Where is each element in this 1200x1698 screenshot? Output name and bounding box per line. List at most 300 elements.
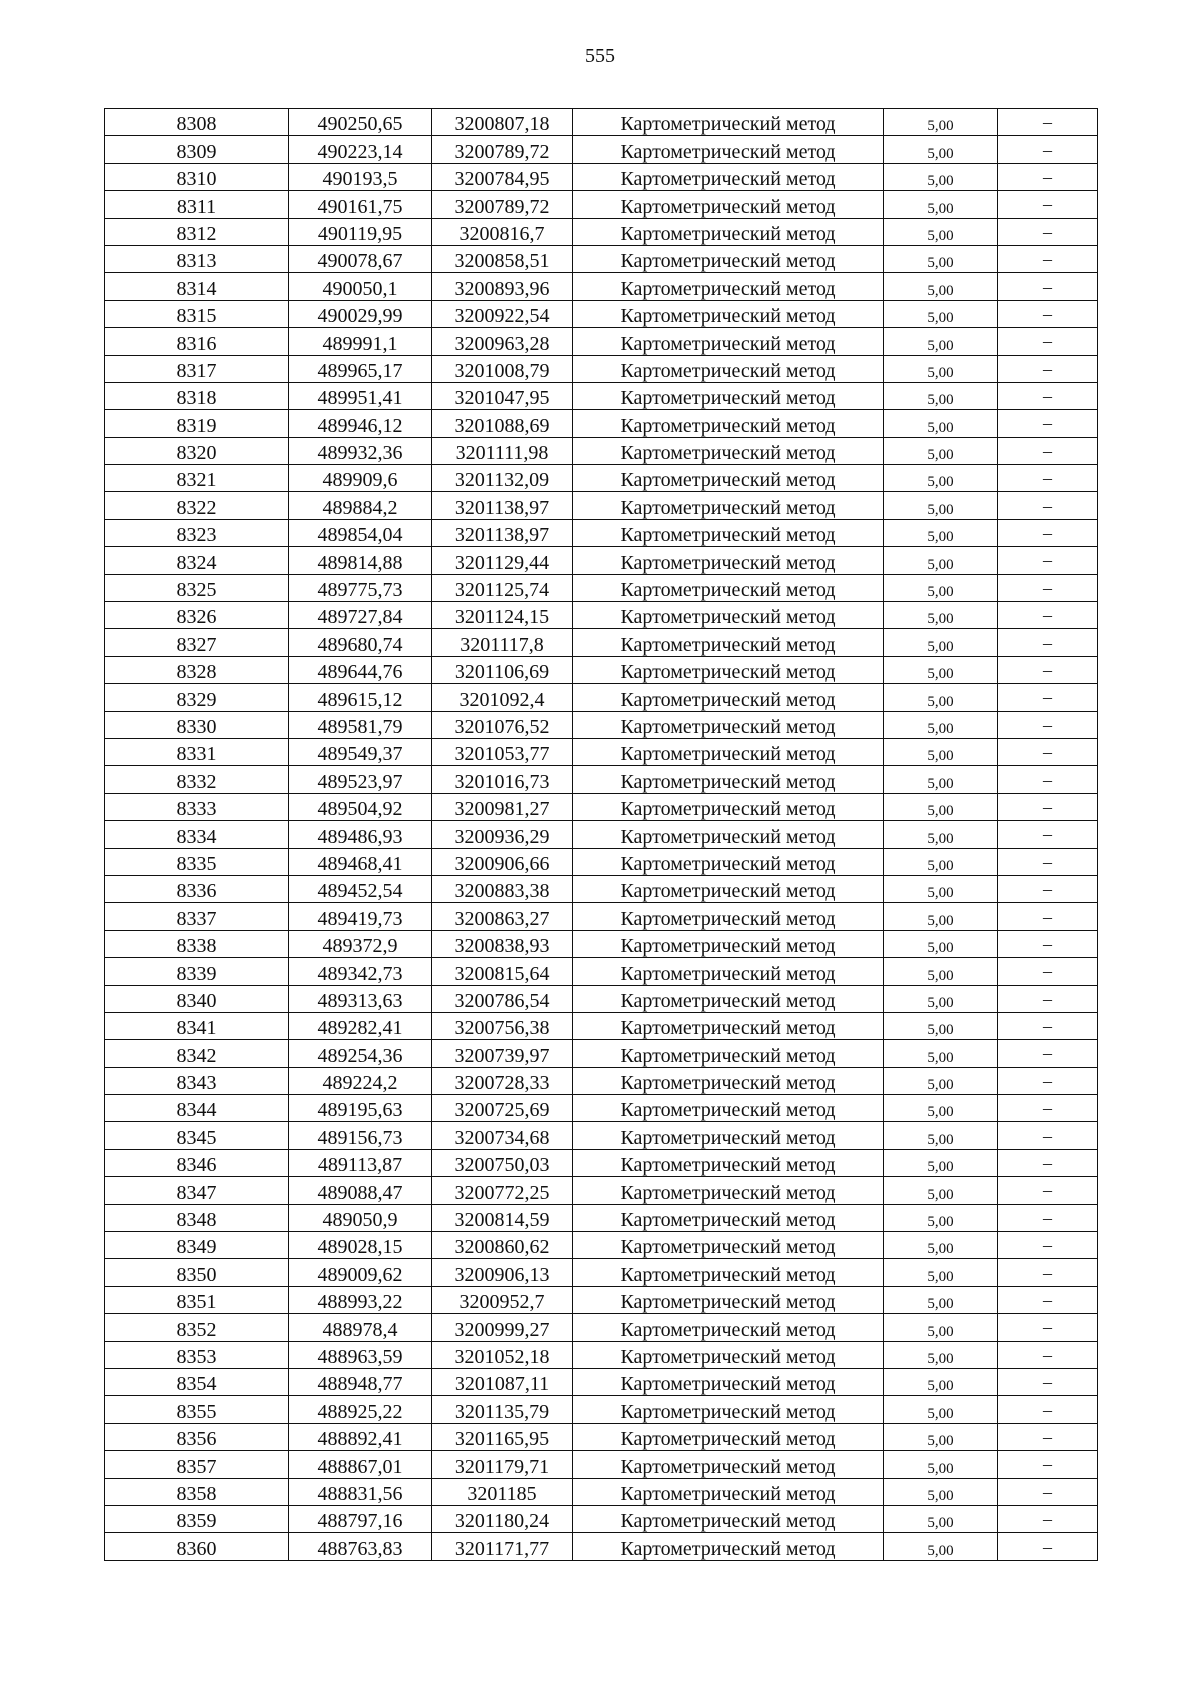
y-coordinate-cell: 3201092,4 [432, 684, 573, 711]
x-coordinate-cell: 489372,9 [289, 930, 432, 957]
table-row [105, 711, 1098, 738]
note-cell: – [998, 1259, 1098, 1286]
table-row [105, 300, 1098, 327]
accuracy-cell: 5,00 [884, 903, 998, 930]
note-cell: – [998, 519, 1098, 546]
accuracy-cell: 5,00 [884, 1396, 998, 1423]
note-cell: – [998, 136, 1098, 163]
point-number-cell: 8346 [105, 1149, 289, 1176]
y-coordinate-cell: 3200739,97 [432, 1040, 573, 1067]
y-coordinate-cell: 3201106,69 [432, 656, 573, 683]
table-row [105, 793, 1098, 820]
point-number-cell: 8345 [105, 1122, 289, 1149]
accuracy-cell: 5,00 [884, 1012, 998, 1039]
x-coordinate-cell: 489644,76 [289, 656, 432, 683]
x-coordinate-cell: 490250,65 [289, 109, 432, 136]
note-cell: – [998, 1122, 1098, 1149]
note-cell: – [998, 273, 1098, 300]
method-cell: Картометрический метод [573, 109, 884, 136]
point-number-cell: 8340 [105, 985, 289, 1012]
method-cell: Картометрический метод [573, 492, 884, 519]
table-row [105, 903, 1098, 930]
table-row [105, 218, 1098, 245]
y-coordinate-cell: 3200728,33 [432, 1067, 573, 1094]
note-cell: – [998, 711, 1098, 738]
x-coordinate-cell: 489009,62 [289, 1259, 432, 1286]
accuracy-cell: 5,00 [884, 218, 998, 245]
point-number-cell: 8337 [105, 903, 289, 930]
accuracy-cell: 5,00 [884, 1177, 998, 1204]
method-cell: Картометрический метод [573, 848, 884, 875]
page-number: 555 [585, 45, 615, 67]
table-row [105, 163, 1098, 190]
x-coordinate-cell: 489050,9 [289, 1204, 432, 1231]
method-cell: Картометрический метод [573, 1533, 884, 1560]
point-number-cell: 8316 [105, 328, 289, 355]
table-row [105, 1204, 1098, 1231]
point-number-cell: 8308 [105, 109, 289, 136]
y-coordinate-cell: 3200858,51 [432, 245, 573, 272]
method-cell: Картометрический метод [573, 1259, 884, 1286]
note-cell: – [998, 163, 1098, 190]
point-number-cell: 8314 [105, 273, 289, 300]
y-coordinate-cell: 3200838,93 [432, 930, 573, 957]
method-cell: Картометрический метод [573, 300, 884, 327]
y-coordinate-cell: 3200814,59 [432, 1204, 573, 1231]
table-row [105, 410, 1098, 437]
note-cell: – [998, 1177, 1098, 1204]
method-cell: Картометрический метод [573, 766, 884, 793]
accuracy-cell: 5,00 [884, 1122, 998, 1149]
note-cell: – [998, 821, 1098, 848]
note-cell: – [998, 766, 1098, 793]
method-cell: Картометрический метод [573, 711, 884, 738]
accuracy-cell: 5,00 [884, 1423, 998, 1450]
point-number-cell: 8356 [105, 1423, 289, 1450]
accuracy-cell: 5,00 [884, 574, 998, 601]
accuracy-cell: 5,00 [884, 1451, 998, 1478]
accuracy-cell: 5,00 [884, 1259, 998, 1286]
method-cell: Картометрический метод [573, 273, 884, 300]
y-coordinate-cell: 3200807,18 [432, 109, 573, 136]
point-number-cell: 8333 [105, 793, 289, 820]
y-coordinate-cell: 3200922,54 [432, 300, 573, 327]
method-cell: Картометрический метод [573, 574, 884, 601]
y-coordinate-cell: 3201117,8 [432, 629, 573, 656]
y-coordinate-cell: 3201129,44 [432, 547, 573, 574]
x-coordinate-cell: 488925,22 [289, 1396, 432, 1423]
y-coordinate-cell: 3200789,72 [432, 136, 573, 163]
table-row [105, 766, 1098, 793]
method-cell: Картометрический метод [573, 328, 884, 355]
y-coordinate-cell: 3200883,38 [432, 875, 573, 902]
point-number-cell: 8343 [105, 1067, 289, 1094]
point-number-cell: 8323 [105, 519, 289, 546]
point-number-cell: 8350 [105, 1259, 289, 1286]
method-cell: Картометрический метод [573, 629, 884, 656]
note-cell: – [998, 410, 1098, 437]
table-row [105, 465, 1098, 492]
table-row [105, 1478, 1098, 1505]
x-coordinate-cell: 489775,73 [289, 574, 432, 601]
x-coordinate-cell: 489088,47 [289, 1177, 432, 1204]
point-number-cell: 8325 [105, 574, 289, 601]
x-coordinate-cell: 488867,01 [289, 1451, 432, 1478]
y-coordinate-cell: 3201171,77 [432, 1533, 573, 1560]
note-cell: – [998, 1505, 1098, 1532]
accuracy-cell: 5,00 [884, 109, 998, 136]
x-coordinate-cell: 489523,97 [289, 766, 432, 793]
note-cell: – [998, 574, 1098, 601]
point-number-cell: 8353 [105, 1341, 289, 1368]
table-row [105, 1067, 1098, 1094]
table-row [105, 1505, 1098, 1532]
accuracy-cell: 5,00 [884, 738, 998, 765]
point-number-cell: 8313 [105, 245, 289, 272]
y-coordinate-cell: 3200906,13 [432, 1259, 573, 1286]
table-row [105, 1012, 1098, 1039]
x-coordinate-cell: 489680,74 [289, 629, 432, 656]
note-cell: – [998, 1451, 1098, 1478]
y-coordinate-cell: 3200952,7 [432, 1286, 573, 1313]
accuracy-cell: 5,00 [884, 985, 998, 1012]
table-row [105, 519, 1098, 546]
accuracy-cell: 5,00 [884, 273, 998, 300]
y-coordinate-cell: 3200756,38 [432, 1012, 573, 1039]
y-coordinate-cell: 3200750,03 [432, 1149, 573, 1176]
note-cell: – [998, 1533, 1098, 1560]
note-cell: – [998, 985, 1098, 1012]
accuracy-cell: 5,00 [884, 875, 998, 902]
accuracy-cell: 5,00 [884, 684, 998, 711]
accuracy-cell: 5,00 [884, 1341, 998, 1368]
accuracy-cell: 5,00 [884, 766, 998, 793]
note-cell: – [998, 300, 1098, 327]
table-row [105, 273, 1098, 300]
note-cell: – [998, 958, 1098, 985]
method-cell: Картометрический метод [573, 958, 884, 985]
y-coordinate-cell: 3200784,95 [432, 163, 573, 190]
y-coordinate-cell: 3200981,27 [432, 793, 573, 820]
table-row [105, 1177, 1098, 1204]
x-coordinate-cell: 489946,12 [289, 410, 432, 437]
table-row [105, 136, 1098, 163]
x-coordinate-cell: 489991,1 [289, 328, 432, 355]
method-cell: Картометрический метод [573, 519, 884, 546]
accuracy-cell: 5,00 [884, 930, 998, 957]
point-number-cell: 8335 [105, 848, 289, 875]
table-row [105, 1095, 1098, 1122]
point-number-cell: 8360 [105, 1533, 289, 1560]
accuracy-cell: 5,00 [884, 437, 998, 464]
method-cell: Картометрический метод [573, 191, 884, 218]
note-cell: – [998, 875, 1098, 902]
method-cell: Картометрический метод [573, 1149, 884, 1176]
method-cell: Картометрический метод [573, 1396, 884, 1423]
point-number-cell: 8326 [105, 602, 289, 629]
method-cell: Картометрический метод [573, 985, 884, 1012]
table-row [105, 1149, 1098, 1176]
y-coordinate-cell: 3200963,28 [432, 328, 573, 355]
y-coordinate-cell: 3200789,72 [432, 191, 573, 218]
x-coordinate-cell: 489504,92 [289, 793, 432, 820]
x-coordinate-cell: 489028,15 [289, 1232, 432, 1259]
note-cell: – [998, 1341, 1098, 1368]
coordinates-table-body [105, 109, 1098, 1561]
point-number-cell: 8355 [105, 1396, 289, 1423]
x-coordinate-cell: 489932,36 [289, 437, 432, 464]
accuracy-cell: 5,00 [884, 958, 998, 985]
point-number-cell: 8347 [105, 1177, 289, 1204]
method-cell: Картометрический метод [573, 1341, 884, 1368]
y-coordinate-cell: 3201125,74 [432, 574, 573, 601]
y-coordinate-cell: 3200725,69 [432, 1095, 573, 1122]
method-cell: Картометрический метод [573, 1012, 884, 1039]
point-number-cell: 8319 [105, 410, 289, 437]
note-cell: – [998, 684, 1098, 711]
method-cell: Картометрический метод [573, 465, 884, 492]
y-coordinate-cell: 3201047,95 [432, 382, 573, 409]
y-coordinate-cell: 3201180,24 [432, 1505, 573, 1532]
y-coordinate-cell: 3201052,18 [432, 1341, 573, 1368]
table-row [105, 328, 1098, 355]
x-coordinate-cell: 489615,12 [289, 684, 432, 711]
y-coordinate-cell: 3200860,62 [432, 1232, 573, 1259]
table-row [105, 1533, 1098, 1560]
coordinates-table [104, 108, 1098, 1561]
x-coordinate-cell: 488763,83 [289, 1533, 432, 1560]
x-coordinate-cell: 490119,95 [289, 218, 432, 245]
note-cell: – [998, 492, 1098, 519]
y-coordinate-cell: 3201179,71 [432, 1451, 573, 1478]
accuracy-cell: 5,00 [884, 300, 998, 327]
note-cell: – [998, 328, 1098, 355]
point-number-cell: 8331 [105, 738, 289, 765]
note-cell: – [998, 903, 1098, 930]
y-coordinate-cell: 3200734,68 [432, 1122, 573, 1149]
point-number-cell: 8317 [105, 355, 289, 382]
table-row [105, 656, 1098, 683]
point-number-cell: 8352 [105, 1314, 289, 1341]
x-coordinate-cell: 489468,41 [289, 848, 432, 875]
accuracy-cell: 5,00 [884, 245, 998, 272]
y-coordinate-cell: 3200863,27 [432, 903, 573, 930]
table-row [105, 355, 1098, 382]
x-coordinate-cell: 490193,5 [289, 163, 432, 190]
method-cell: Картометрический метод [573, 1286, 884, 1313]
accuracy-cell: 5,00 [884, 163, 998, 190]
note-cell: – [998, 629, 1098, 656]
accuracy-cell: 5,00 [884, 328, 998, 355]
method-cell: Картометрический метод [573, 1368, 884, 1395]
x-coordinate-cell: 489113,87 [289, 1149, 432, 1176]
point-number-cell: 8329 [105, 684, 289, 711]
note-cell: – [998, 1232, 1098, 1259]
note-cell: – [998, 1286, 1098, 1313]
note-cell: – [998, 465, 1098, 492]
note-cell: – [998, 218, 1098, 245]
x-coordinate-cell: 489156,73 [289, 1122, 432, 1149]
accuracy-cell: 5,00 [884, 793, 998, 820]
x-coordinate-cell: 489884,2 [289, 492, 432, 519]
x-coordinate-cell: 489254,36 [289, 1040, 432, 1067]
x-coordinate-cell: 488948,77 [289, 1368, 432, 1395]
accuracy-cell: 5,00 [884, 465, 998, 492]
method-cell: Картометрический метод [573, 821, 884, 848]
x-coordinate-cell: 489814,88 [289, 547, 432, 574]
point-number-cell: 8359 [105, 1505, 289, 1532]
method-cell: Картометрический метод [573, 903, 884, 930]
y-coordinate-cell: 3201016,73 [432, 766, 573, 793]
table-row [105, 930, 1098, 957]
y-coordinate-cell: 3201111,98 [432, 437, 573, 464]
table-row [105, 848, 1098, 875]
y-coordinate-cell: 3200936,29 [432, 821, 573, 848]
x-coordinate-cell: 489224,2 [289, 1067, 432, 1094]
accuracy-cell: 5,00 [884, 1067, 998, 1094]
note-cell: – [998, 437, 1098, 464]
point-number-cell: 8312 [105, 218, 289, 245]
table-row [105, 1232, 1098, 1259]
x-coordinate-cell: 489486,93 [289, 821, 432, 848]
x-coordinate-cell: 490223,14 [289, 136, 432, 163]
accuracy-cell: 5,00 [884, 136, 998, 163]
point-number-cell: 8322 [105, 492, 289, 519]
point-number-cell: 8348 [105, 1204, 289, 1231]
point-number-cell: 8344 [105, 1095, 289, 1122]
table-row [105, 1396, 1098, 1423]
point-number-cell: 8328 [105, 656, 289, 683]
method-cell: Картометрический метод [573, 136, 884, 163]
method-cell: Картометрический метод [573, 1451, 884, 1478]
note-cell: – [998, 930, 1098, 957]
y-coordinate-cell: 3201185 [432, 1478, 573, 1505]
note-cell: – [998, 109, 1098, 136]
accuracy-cell: 5,00 [884, 1286, 998, 1313]
point-number-cell: 8330 [105, 711, 289, 738]
x-coordinate-cell: 489854,04 [289, 519, 432, 546]
point-number-cell: 8341 [105, 1012, 289, 1039]
note-cell: – [998, 1396, 1098, 1423]
point-number-cell: 8338 [105, 930, 289, 957]
method-cell: Картометрический метод [573, 218, 884, 245]
point-number-cell: 8309 [105, 136, 289, 163]
point-number-cell: 8334 [105, 821, 289, 848]
y-coordinate-cell: 3200893,96 [432, 273, 573, 300]
method-cell: Картометрический метод [573, 1204, 884, 1231]
point-number-cell: 8342 [105, 1040, 289, 1067]
note-cell: – [998, 738, 1098, 765]
method-cell: Картометрический метод [573, 875, 884, 902]
table-row [105, 875, 1098, 902]
table-row [105, 684, 1098, 711]
y-coordinate-cell: 3201088,69 [432, 410, 573, 437]
table-row [105, 1040, 1098, 1067]
y-coordinate-cell: 3201138,97 [432, 519, 573, 546]
method-cell: Картометрический метод [573, 1505, 884, 1532]
x-coordinate-cell: 489195,63 [289, 1095, 432, 1122]
x-coordinate-cell: 489342,73 [289, 958, 432, 985]
table-row [105, 738, 1098, 765]
accuracy-cell: 5,00 [884, 1149, 998, 1176]
point-number-cell: 8320 [105, 437, 289, 464]
table-row [105, 191, 1098, 218]
note-cell: – [998, 1095, 1098, 1122]
accuracy-cell: 5,00 [884, 410, 998, 437]
y-coordinate-cell: 3200999,27 [432, 1314, 573, 1341]
table-row [105, 629, 1098, 656]
y-coordinate-cell: 3200906,66 [432, 848, 573, 875]
method-cell: Картометрический метод [573, 437, 884, 464]
point-number-cell: 8354 [105, 1368, 289, 1395]
y-coordinate-cell: 3201076,52 [432, 711, 573, 738]
method-cell: Картометрический метод [573, 1423, 884, 1450]
accuracy-cell: 5,00 [884, 848, 998, 875]
note-cell: – [998, 1478, 1098, 1505]
point-number-cell: 8351 [105, 1286, 289, 1313]
table-row [105, 985, 1098, 1012]
method-cell: Картометрический метод [573, 930, 884, 957]
note-cell: – [998, 191, 1098, 218]
table-row [105, 245, 1098, 272]
x-coordinate-cell: 488963,59 [289, 1341, 432, 1368]
y-coordinate-cell: 3201138,97 [432, 492, 573, 519]
accuracy-cell: 5,00 [884, 191, 998, 218]
y-coordinate-cell: 3200772,25 [432, 1177, 573, 1204]
table-row [105, 1286, 1098, 1313]
note-cell: – [998, 1368, 1098, 1395]
method-cell: Картометрический метод [573, 1122, 884, 1149]
x-coordinate-cell: 489727,84 [289, 602, 432, 629]
note-cell: – [998, 656, 1098, 683]
accuracy-cell: 5,00 [884, 492, 998, 519]
accuracy-cell: 5,00 [884, 355, 998, 382]
note-cell: – [998, 1067, 1098, 1094]
method-cell: Картометрический метод [573, 410, 884, 437]
x-coordinate-cell: 489549,37 [289, 738, 432, 765]
x-coordinate-cell: 488993,22 [289, 1286, 432, 1313]
y-coordinate-cell: 3200786,54 [432, 985, 573, 1012]
point-number-cell: 8324 [105, 547, 289, 574]
method-cell: Картометрический метод [573, 1067, 884, 1094]
point-number-cell: 8349 [105, 1232, 289, 1259]
point-number-cell: 8311 [105, 191, 289, 218]
method-cell: Картометрический метод [573, 1314, 884, 1341]
note-cell: – [998, 602, 1098, 629]
accuracy-cell: 5,00 [884, 602, 998, 629]
x-coordinate-cell: 490050,1 [289, 273, 432, 300]
y-coordinate-cell: 3201053,77 [432, 738, 573, 765]
table-row [105, 492, 1098, 519]
point-number-cell: 8339 [105, 958, 289, 985]
accuracy-cell: 5,00 [884, 821, 998, 848]
x-coordinate-cell: 489452,54 [289, 875, 432, 902]
x-coordinate-cell: 490161,75 [289, 191, 432, 218]
method-cell: Картометрический метод [573, 1478, 884, 1505]
accuracy-cell: 5,00 [884, 656, 998, 683]
note-cell: – [998, 1040, 1098, 1067]
accuracy-cell: 5,00 [884, 1505, 998, 1532]
note-cell: – [998, 793, 1098, 820]
method-cell: Картометрический метод [573, 1177, 884, 1204]
x-coordinate-cell: 489419,73 [289, 903, 432, 930]
table-row [105, 1122, 1098, 1149]
point-number-cell: 8336 [105, 875, 289, 902]
note-cell: – [998, 547, 1098, 574]
table-row [105, 547, 1098, 574]
method-cell: Картометрический метод [573, 1095, 884, 1122]
table-row [105, 602, 1098, 629]
